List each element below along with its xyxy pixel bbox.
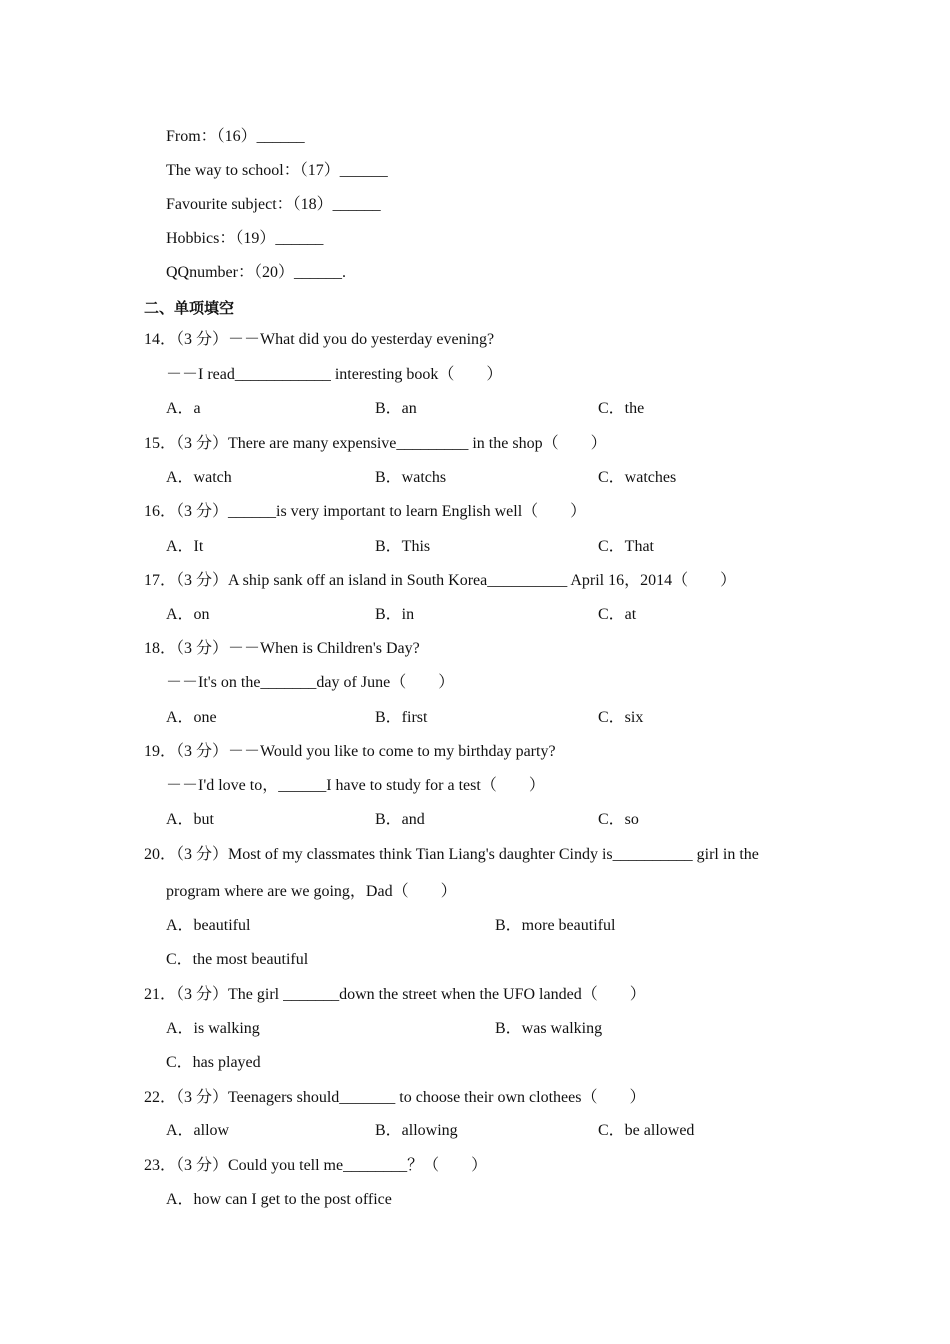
question-19-option-a: A．but bbox=[166, 811, 215, 828]
question-18-stem: 18．（3 分）－－When is Children's Day? bbox=[144, 640, 420, 657]
question-18-line2: －－It's on the_______day of June（ ） bbox=[166, 674, 455, 691]
question-23-stem: 23．（3 分）Could you tell me________？（ ） bbox=[144, 1157, 488, 1174]
question-19-option-c: C．so bbox=[598, 811, 639, 828]
question-18-option-a: A．one bbox=[166, 709, 217, 726]
question-18-option-c: C．six bbox=[598, 709, 644, 726]
question-21-option-b: B．was walking bbox=[495, 1020, 603, 1037]
question-20-option-a: A．beautiful bbox=[166, 917, 251, 934]
question-23-option-a: A．how can I get to the post office bbox=[166, 1191, 392, 1208]
question-20-option-b: B．more beautiful bbox=[495, 917, 616, 934]
form-field-hobbics: Hobbics：（19）______ bbox=[166, 230, 324, 247]
question-16-option-a: A．It bbox=[166, 538, 204, 555]
question-14-line2: －－I read____________ interesting book（ ） bbox=[166, 366, 503, 383]
form-field-way-to-school: The way to school：（17）______ bbox=[166, 162, 388, 179]
question-17-option-a: A．on bbox=[166, 606, 210, 623]
question-14-option-a: A．a bbox=[166, 400, 201, 417]
question-16-option-b: B．This bbox=[375, 538, 431, 555]
question-17-stem: 17．（3 分）A ship sank off an island in South Korea__________ April 16，2014（ ） bbox=[144, 572, 737, 589]
question-15-stem: 15．（3 分）There are many expensive_________ in the shop（ ） bbox=[144, 435, 607, 452]
question-17-option-b: B．in bbox=[375, 606, 415, 623]
question-14-option-b: B．an bbox=[375, 400, 417, 417]
question-21-stem: 21．（3 分）The girl _______down the street when the UFO landed（ ） bbox=[144, 986, 646, 1003]
section-heading: 二、单项填空 bbox=[144, 299, 235, 317]
question-15-option-c: C．watches bbox=[598, 469, 677, 486]
question-15-option-a: A．watch bbox=[166, 469, 232, 486]
form-field-from: From：（16）______ bbox=[166, 128, 305, 145]
question-22-stem: 22．（3 分）Teenagers should_______ to choose their own clothees（ ） bbox=[144, 1089, 646, 1106]
question-20-option-c: C．the most beautiful bbox=[166, 951, 309, 968]
question-19-stem: 19．（3 分）－－Would you like to come to my birthday party? bbox=[144, 743, 556, 760]
question-14-stem: 14．（3 分）－－What did you do yesterday evening? bbox=[144, 331, 495, 348]
question-17-option-c: C．at bbox=[598, 606, 637, 623]
question-16-stem: 16．（3 分）______is very important to learn English well（ ） bbox=[144, 503, 587, 520]
question-22-option-a: A．allow bbox=[166, 1122, 230, 1139]
question-18-option-b: B．first bbox=[375, 709, 428, 726]
form-field-favourite-subject: Favourite subject：（18）______ bbox=[166, 196, 381, 213]
question-16-option-c: C．That bbox=[598, 538, 654, 555]
question-22-option-c: C．be allowed bbox=[598, 1122, 695, 1139]
question-19-option-b: B．and bbox=[375, 811, 425, 828]
question-14-option-c: C．the bbox=[598, 400, 645, 417]
question-19-line2: －－I'd love to，______I have to study for a test（ ） bbox=[166, 777, 545, 794]
question-22-option-b: B．allowing bbox=[375, 1122, 458, 1139]
question-21-option-c: C．has played bbox=[166, 1054, 261, 1071]
question-15-option-b: B．watchs bbox=[375, 469, 447, 486]
question-20-stem: 20．（3 分）Most of my classmates think Tian Liang's daughter Cindy is__________ girl in the bbox=[144, 846, 759, 863]
form-field-qqnumber: QQnumber：（20）______. bbox=[166, 264, 346, 281]
question-21-option-a: A．is walking bbox=[166, 1020, 260, 1037]
question-20-line2: program where are we going，Dad（ ） bbox=[166, 883, 457, 900]
